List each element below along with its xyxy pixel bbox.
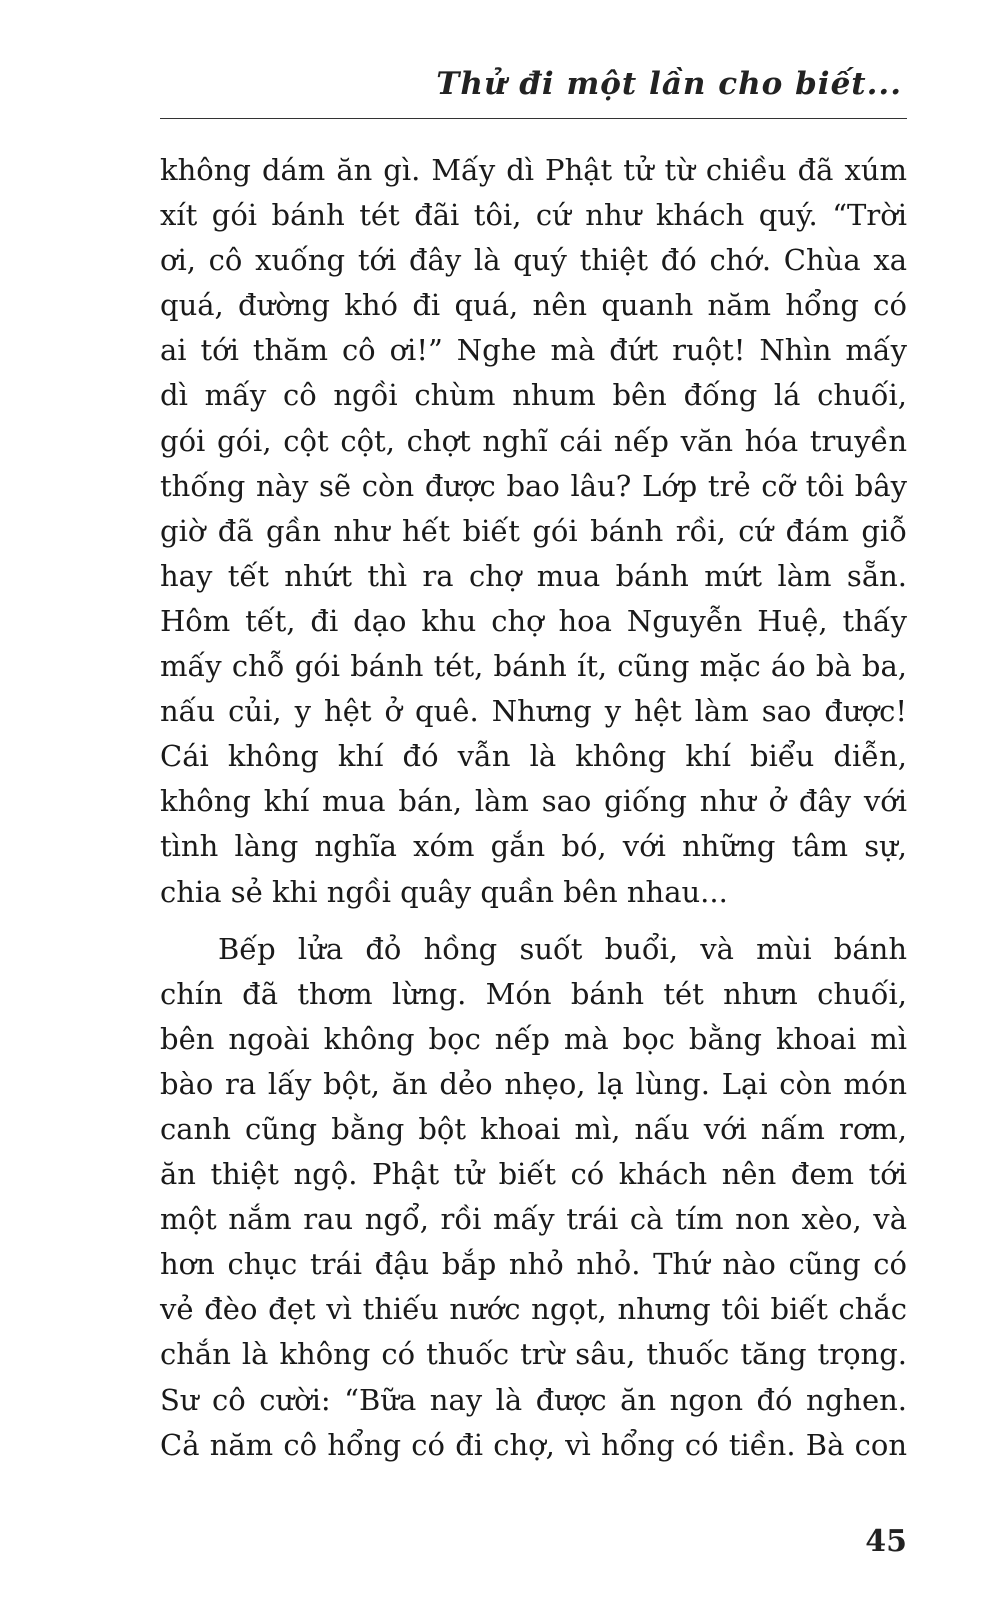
header-divider (160, 118, 907, 119)
paragraph-gap (160, 915, 907, 927)
text-line: giờ đã gần như hết biết gói bánh rồi, cứ đám giỗ (160, 513, 907, 548)
text-line: ai tới thăm cô ơi!” Nghe mà đứt ruột! Nhìn mấy (160, 333, 907, 368)
text-line: bên ngoài không bọc nếp mà bọc bằng khoai mì (160, 1021, 907, 1056)
text-line: ăn thiệt ngộ. Phật tử biết có khách nên đem tới (160, 1157, 907, 1192)
text-line: Hôm tết, đi dạo khu chợ hoa Nguyễn Huệ, thấy (160, 603, 907, 638)
running-header-title: Thử đi một lần cho biết... (436, 66, 902, 102)
text-line: chia sẻ khi ngồi quây quần bên nhau... (160, 874, 728, 909)
paragraph-2 (160, 927, 907, 1468)
text-line: xít gói bánh tét đãi tôi, cứ như khách quý. “Trời (160, 198, 907, 233)
text-line: hơn chục trái đậu bắp nhỏ nhỏ. Thứ nào cũng có (160, 1247, 907, 1282)
text-line: chín đã thơm lừng. Món bánh tét nhưn chuối, (160, 976, 907, 1011)
text-line: Bếp lửa đỏ hồng suốt buổi, và mùi bánh (218, 931, 907, 966)
text-line: thống này sẽ còn được bao lâu? Lớp trẻ cỡ tôi bây (160, 468, 907, 503)
text-line: Cả năm cô hổng có đi chợ, vì hổng có tiền. Bà con (160, 1427, 907, 1462)
text-line: tình làng nghĩa xóm gắn bó, với những tâm sự, (160, 829, 907, 864)
text-line: Cái không khí đó vẫn là không khí biểu diễn, (160, 739, 907, 774)
text-line: gói gói, cột cột, chợt nghĩ cái nếp văn hóa truyền (160, 423, 907, 458)
text-line: bào ra lấy bột, ăn dẻo nhẹo, lạ lùng. Lại còn món (160, 1066, 907, 1101)
paragraph-1 (160, 148, 907, 915)
text-line: Sư cô cười: “Bữa nay là được ăn ngon đó nghen. (160, 1382, 907, 1417)
text-line: ơi, cô xuống tới đây là quý thiệt đó chớ. Chùa xa (160, 243, 907, 278)
text-line: mấy chỗ gói bánh tét, bánh ít, cũng mặc áo bà ba, (160, 649, 907, 684)
text-line: vẻ đèo đẹt vì thiếu nước ngọt, nhưng tôi biết chắc (160, 1292, 907, 1327)
text-line: chắn là không có thuốc trừ sâu, thuốc tăng trọng. (160, 1337, 907, 1372)
body-text (160, 148, 907, 1468)
text-line: không khí mua bán, làm sao giống như ở đây với (160, 784, 907, 819)
page-number: 45 (865, 1524, 907, 1559)
text-line: quá, đường khó đi quá, nên quanh năm hổng có (160, 288, 907, 323)
text-line: một nắm rau ngổ, rồi mấy trái cà tím non xèo, và (160, 1202, 907, 1237)
text-line: hay tết nhứt thì ra chợ mua bánh mứt làm sẵn. (160, 558, 907, 593)
text-line: canh cũng bằng bột khoai mì, nấu với nấm rơm, (160, 1111, 907, 1146)
text-line: nấu củi, y hệt ở quê. Nhưng y hệt làm sao được! (160, 694, 907, 729)
text-line: không dám ăn gì. Mấy dì Phật tử từ chiều đã xúm (160, 153, 907, 187)
text-line: dì mấy cô ngồi chùm nhum bên đống lá chuối, (160, 378, 907, 413)
